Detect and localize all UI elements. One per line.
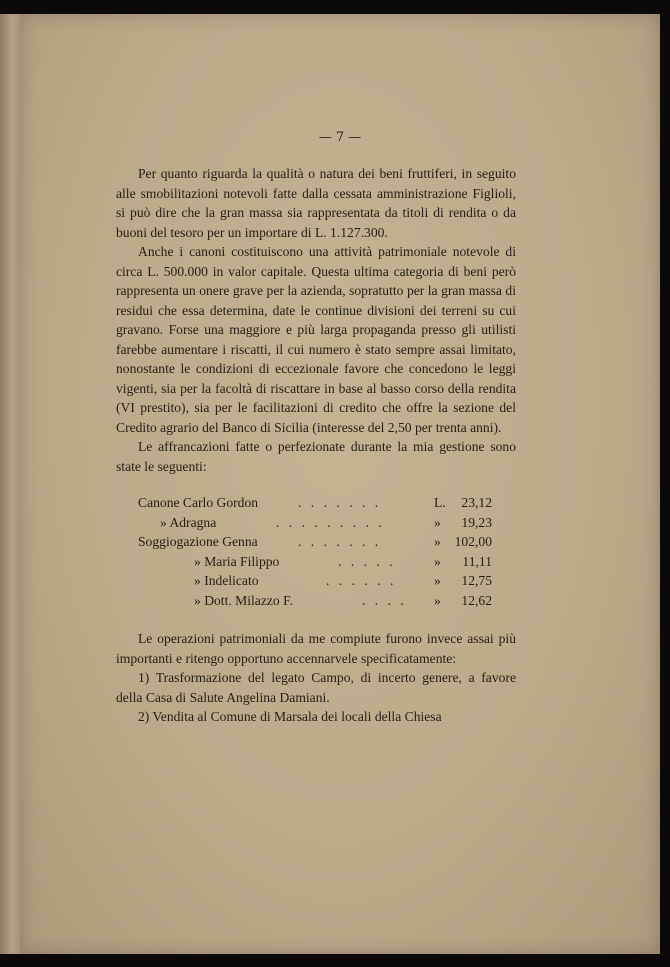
list-item-label: Soggiogazione Genna (138, 534, 258, 549)
list-item-amount: 23,12 (461, 495, 492, 510)
paragraph-3: Le affrancazioni fatte o perfezionate durante la mia gestione sono state le seguenti: (116, 439, 516, 474)
list-item-amount: 102,00 (454, 534, 492, 549)
list-item-label: » Adragna (160, 514, 217, 530)
body-text (116, 164, 516, 727)
list-item (116, 532, 516, 552)
redemptions-list (116, 493, 516, 611)
leader-dots: . . . . . . (326, 573, 397, 588)
paragraph-2: Anche i canoni costituiscono una attività patrimoniale notevole di circa L. 500.000 in valor capitale. Questa ultima categoria di beni però rappresenta un onere grave per la azienda, sopratutto per la gran massa di residui che essa determina, date le continue divisioni dei terreni su cui gravano. Forse una maggiore e più larga propaganda presso gli utilisti farebbe aumentare i riscatti, il cui numero è stato sempre assai limitato, nonostante le condizioni di eccezionale favore che concedono le leggi vigenti, sia per la facoltà di riscattare in base al basso corso della rendita (VI prestito), sia per le facilitazioni di credito che offre la sezione del Credito agrario del Banco di Sicilia (interesse del 2,50 per trenta anni). (116, 244, 516, 435)
leader-dots: . . . . (362, 592, 407, 608)
list-item (116, 513, 516, 533)
paragraph-1: Per quanto riguarda la qualità o natura dei beni fruttiferi, in seguito alle smobilitazioni notevoli fatte dalla cessata amministrazione Figlioli, si può dire che la gran massa sia rappresentata da titoli di rendita o da buoni del tesoro per un importare di L. 1.127.300. (116, 166, 516, 240)
list-item-currency: » (434, 514, 441, 530)
list-item (116, 591, 516, 611)
page-number: — 7 — (318, 130, 362, 145)
list-item-currency: » (434, 553, 441, 569)
leader-dots: . . . . . . . (298, 495, 382, 510)
list-item-currency: » (434, 592, 441, 608)
leader-dots: . . . . . . . . . (276, 514, 385, 530)
list-item-label: » Indelicato (194, 573, 259, 588)
list-item (116, 493, 516, 513)
list-item-label: » Maria Filippo (194, 553, 280, 569)
numbered-item-1: 1) Trasformazione del legato Campo, di incerto genere, a favore della Casa di Salute Angelina Damiani. (116, 670, 516, 705)
list-item-currency: » (434, 534, 441, 549)
leader-dots: . . . . . (338, 553, 396, 569)
list-item-currency: L. (434, 495, 446, 510)
numbered-item-2: 2) Vendita al Comune di Marsala dei locali della Chiesa (138, 709, 442, 724)
list-item-amount: 11,11 (462, 553, 492, 569)
list-item-currency: » (434, 573, 441, 588)
list-item-label: Canone Carlo Gordon (138, 495, 259, 510)
list-item-amount: 12,75 (461, 573, 492, 588)
paragraph-4: Le operazioni patrimoniali da me compiute furono invece assai più importanti e ritengo opportuno accennarvele specificatamente: (116, 631, 516, 666)
list-item-amount: 19,23 (461, 514, 492, 530)
list-item (116, 571, 516, 591)
page (20, 14, 660, 954)
leader-dots: . . . . . . . (298, 534, 382, 549)
list-item (116, 552, 516, 572)
list-item-label: » Dott. Milazzo F. (194, 592, 293, 608)
list-item-amount: 12,62 (461, 592, 492, 608)
